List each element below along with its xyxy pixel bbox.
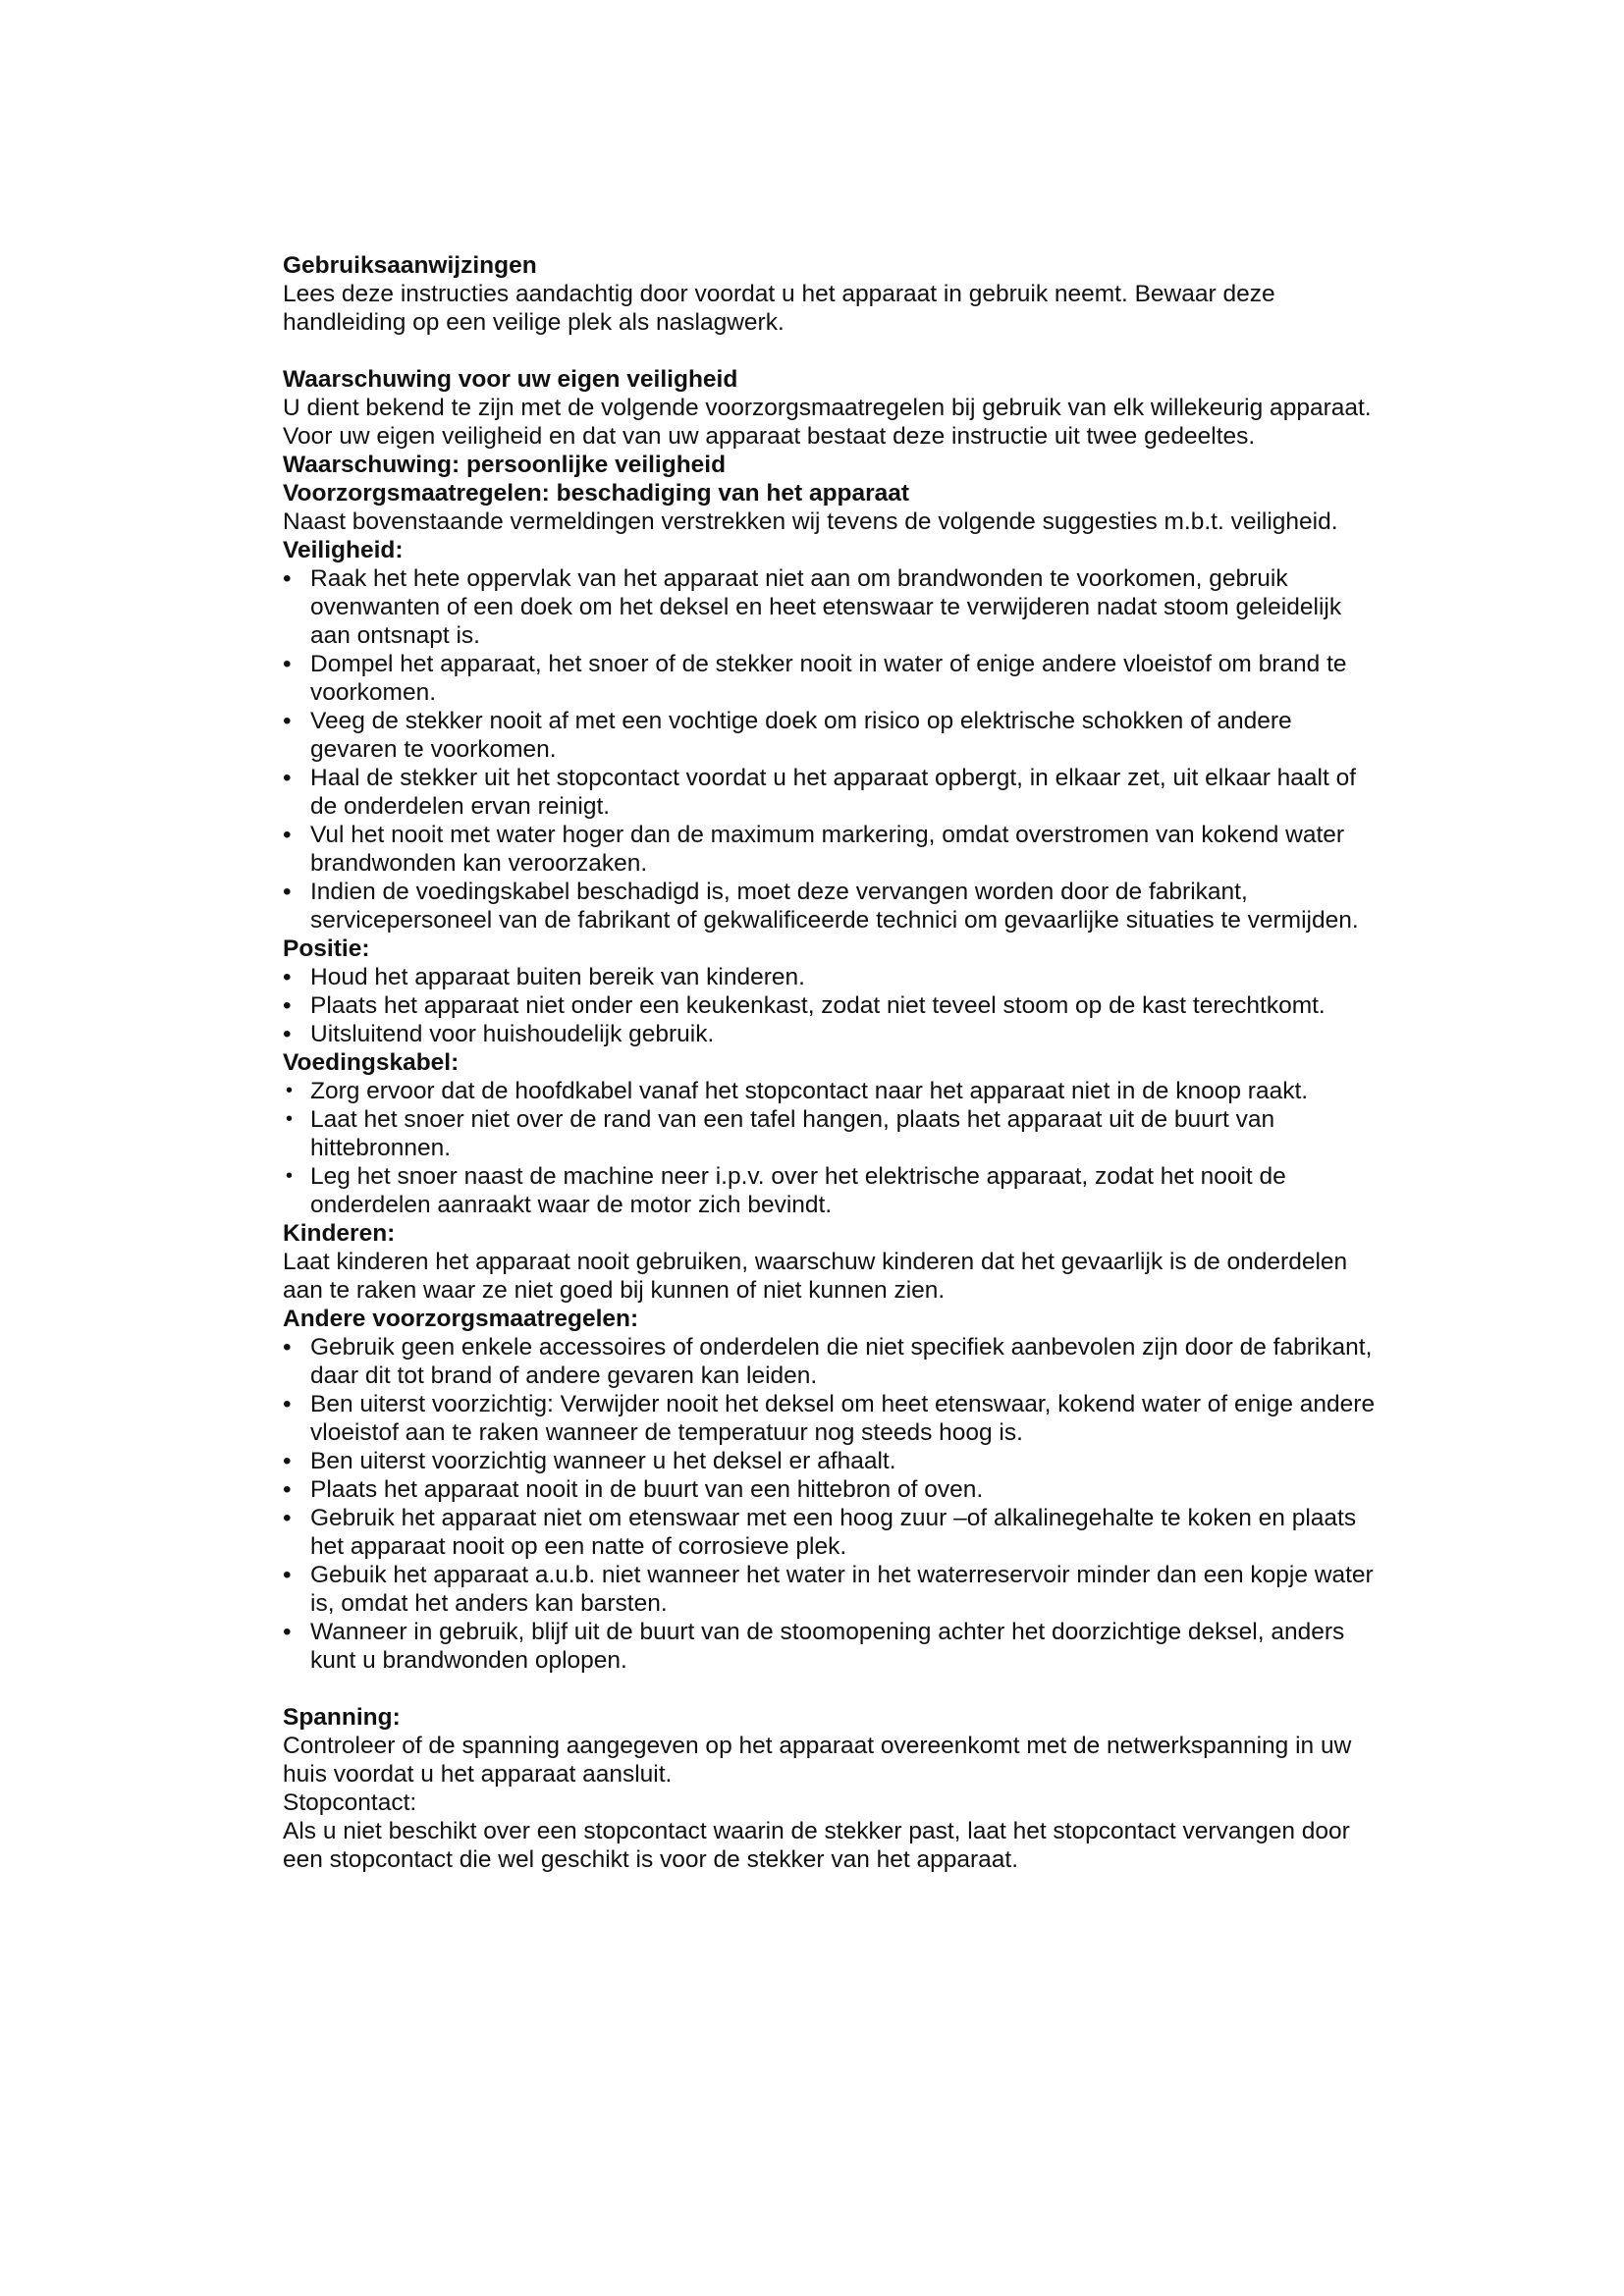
bullet-icon: • bbox=[283, 708, 292, 734]
voedingskabel-list bbox=[283, 1077, 1382, 1219]
kinderen-heading: Kinderen: bbox=[283, 1220, 396, 1247]
bullet-icon: • bbox=[283, 1334, 292, 1361]
suggestions-paragraph: Naast bovenstaande vermeldingen verstrekken wij tevens de volgende suggesties m.b.t. veiligheid. bbox=[283, 508, 1338, 535]
list-item-text: Zorg ervoor dat de hoofdkabel vanaf het stopcontact naar het apparaat niet in de knoop raakt. bbox=[310, 1078, 1309, 1104]
spanning-paragraph: Controleer of de spanning aangegeven op het apparaat overeenkomt met de netwerkspanning in uw huis voordat u het apparaat aansluit. bbox=[283, 1733, 1352, 1788]
bullet-icon: • bbox=[283, 1505, 292, 1531]
list-item bbox=[283, 764, 1382, 821]
bullet-icon: • bbox=[283, 1021, 292, 1047]
list-item bbox=[283, 1447, 1382, 1475]
list-item bbox=[283, 1504, 1382, 1561]
bullet-icon: • bbox=[283, 1391, 292, 1417]
list-item bbox=[283, 878, 1382, 934]
andere-heading: Andere voorzorgsmaatregelen: bbox=[283, 1306, 639, 1332]
list-item bbox=[283, 1105, 1382, 1162]
warning-paragraph-1: U dient bekend te zijn met de volgende voorzorgsmaatregelen bij gebruik van elk willekeurig apparaat. bbox=[283, 395, 1372, 421]
warning-heading: Waarschuwing voor uw eigen veiligheid bbox=[283, 366, 738, 393]
bullet-icon: • bbox=[283, 1562, 292, 1588]
bullet-icon: • bbox=[283, 565, 292, 592]
list-item-text: Houd het apparaat buiten bereik van kinderen. bbox=[310, 964, 805, 990]
positie-heading: Positie: bbox=[283, 935, 370, 962]
list-item-text: Plaats het apparaat nooit in de buurt van een hittebron of oven. bbox=[310, 1476, 984, 1503]
bullet-icon: • bbox=[283, 651, 292, 677]
list-item bbox=[283, 991, 1382, 1020]
positie-list bbox=[283, 963, 1382, 1048]
list-item bbox=[283, 1333, 1382, 1390]
bullet-icon: • bbox=[283, 1448, 292, 1474]
subheading-personal-safety: Waarschuwing: persoonlijke veiligheid bbox=[283, 452, 727, 478]
list-item bbox=[283, 1561, 1382, 1618]
list-item-text: Dompel het apparaat, het snoer of de stekker nooit in water of enige andere vloeistof om brand te voorkomen. bbox=[310, 651, 1347, 706]
subheading-device-damage: Voorzorgsmaatregelen: beschadiging van het apparaat bbox=[283, 480, 910, 507]
list-item bbox=[283, 1162, 1382, 1219]
document-title: Gebruiksaanwijzingen bbox=[283, 252, 537, 279]
list-item-text: Plaats het apparaat niet onder een keukenkast, zodat niet teveel stoom op de kast terechtkomt. bbox=[310, 992, 1326, 1019]
list-item bbox=[283, 1020, 1382, 1048]
spacer bbox=[283, 337, 1382, 365]
list-item-text: Haal de stekker uit het stopcontact voordat u het apparaat opbergt, in elkaar zet, uit elkaar haalt of de onderdelen ervan reinigt. bbox=[310, 765, 1357, 820]
list-item-text: Raak het hete oppervlak van het apparaat niet aan om brandwonden te voorkomen, gebruik ovenwanten of een doek om het deksel en heet etenswaar te verwijderen nadat stoom geleidelijk aan ontsnapt is. bbox=[310, 565, 1342, 649]
list-item bbox=[283, 564, 1382, 650]
list-item-text: Uitsluitend voor huishoudelijk gebruik. bbox=[310, 1021, 715, 1047]
bullet-icon: • bbox=[283, 964, 292, 990]
list-item-text: Indien de voedingskabel beschadigd is, moet deze vervangen worden door de fabrikant, servicepersoneel van de fabrikant of gekwalificeerde technici om gevaarlijke situaties te vermijden. bbox=[310, 879, 1359, 934]
stopcontact-paragraph: Als u niet beschikt over een stopcontact waarin de stekker past, laat het stopcontact vervangen door een stopcontact die wel geschikt is voor de stekker van het apparaat. bbox=[283, 1818, 1350, 1873]
bullet-icon: • bbox=[283, 1476, 292, 1503]
list-item bbox=[283, 1475, 1382, 1504]
list-item-text: Ben uiterst voorzichtig wanneer u het deksel er afhaalt. bbox=[310, 1448, 896, 1474]
list-item-text: Vul het nooit met water hoger dan de maximum markering, omdat overstromen van kokend water brandwonden kan veroorzaken. bbox=[310, 822, 1345, 877]
bullet-icon: • bbox=[286, 1108, 294, 1130]
intro-paragraph: Lees deze instructies aandachtig door voordat u het apparaat in gebruik neemt. Bewaar deze handleiding op een veilige plek als naslagwerk. bbox=[283, 281, 1275, 336]
bullet-icon: • bbox=[283, 1619, 292, 1645]
bullet-icon: • bbox=[286, 1080, 294, 1101]
list-item-text: Ben uiterst voorzichtig: Verwijder nooit het deksel om heet etenswaar, kokend water of enige andere vloeistof aan te raken wanneer de temperatuur nog steeds hoog is. bbox=[310, 1391, 1376, 1446]
list-item bbox=[283, 1390, 1382, 1447]
spacer bbox=[283, 1675, 1382, 1703]
list-item bbox=[283, 821, 1382, 878]
document-body bbox=[283, 251, 1382, 1874]
list-item-text: Laat het snoer niet over de rand van een tafel hangen, plaats het apparaat uit de buurt van hittebronnen. bbox=[310, 1106, 1275, 1161]
bullet-icon: • bbox=[286, 1165, 294, 1187]
spanning-heading: Spanning: bbox=[283, 1704, 401, 1731]
list-item-text: Wanneer in gebruik, blijf uit de buurt van de stoomopening achter het doorzichtige deksel, anders kunt u brandwonden oplopen. bbox=[310, 1619, 1345, 1674]
bullet-icon: • bbox=[283, 765, 292, 791]
list-item-text: Gebruik geen enkele accessoires of onderdelen die niet specifiek aanbevolen zijn door de fabrikant, daar dit tot brand of andere gevaren kan leiden. bbox=[310, 1334, 1373, 1389]
list-item-text: Gebuik het apparaat a.u.b. niet wanneer het water in het waterreservoir minder dan een kopje water is, omdat het anders kan barsten. bbox=[310, 1562, 1374, 1617]
list-item bbox=[283, 963, 1382, 991]
list-item-text: Veeg de stekker nooit af met een vochtige doek om risico op elektrische schokken of andere gevaren te voorkomen. bbox=[310, 708, 1292, 763]
bullet-icon: • bbox=[283, 879, 292, 905]
list-item-text: Leg het snoer naast de machine neer i.p.v. over het elektrische apparaat, zodat het nooit de onderdelen aanraakt waar de motor zich bevindt. bbox=[310, 1163, 1286, 1218]
list-item-text: Gebruik het apparaat niet om etenswaar met een hoog zuur –of alkalinegehalte te koken en plaats het apparaat nooit op een natte of corrosieve plek. bbox=[310, 1505, 1357, 1560]
veiligheid-heading: Veiligheid: bbox=[283, 537, 404, 563]
andere-list bbox=[283, 1333, 1382, 1675]
list-item bbox=[283, 1618, 1382, 1675]
bullet-icon: • bbox=[283, 992, 292, 1019]
veiligheid-list bbox=[283, 564, 1382, 934]
list-item bbox=[283, 650, 1382, 707]
list-item bbox=[283, 1077, 1382, 1105]
warning-paragraph-2: Voor uw eigen veiligheid en dat van uw apparaat bestaat deze instructie uit twee gedeeltes. bbox=[283, 423, 1256, 450]
voedingskabel-heading: Voedingskabel: bbox=[283, 1049, 460, 1076]
stopcontact-label: Stopcontact: bbox=[283, 1789, 417, 1816]
list-item bbox=[283, 707, 1382, 764]
bullet-icon: • bbox=[283, 822, 292, 848]
kinderen-paragraph: Laat kinderen het apparaat nooit gebruiken, waarschuw kinderen dat het gevaarlijk is de onderdelen aan te raken waar ze niet goed bij kunnen of niet kunnen zien. bbox=[283, 1249, 1348, 1304]
